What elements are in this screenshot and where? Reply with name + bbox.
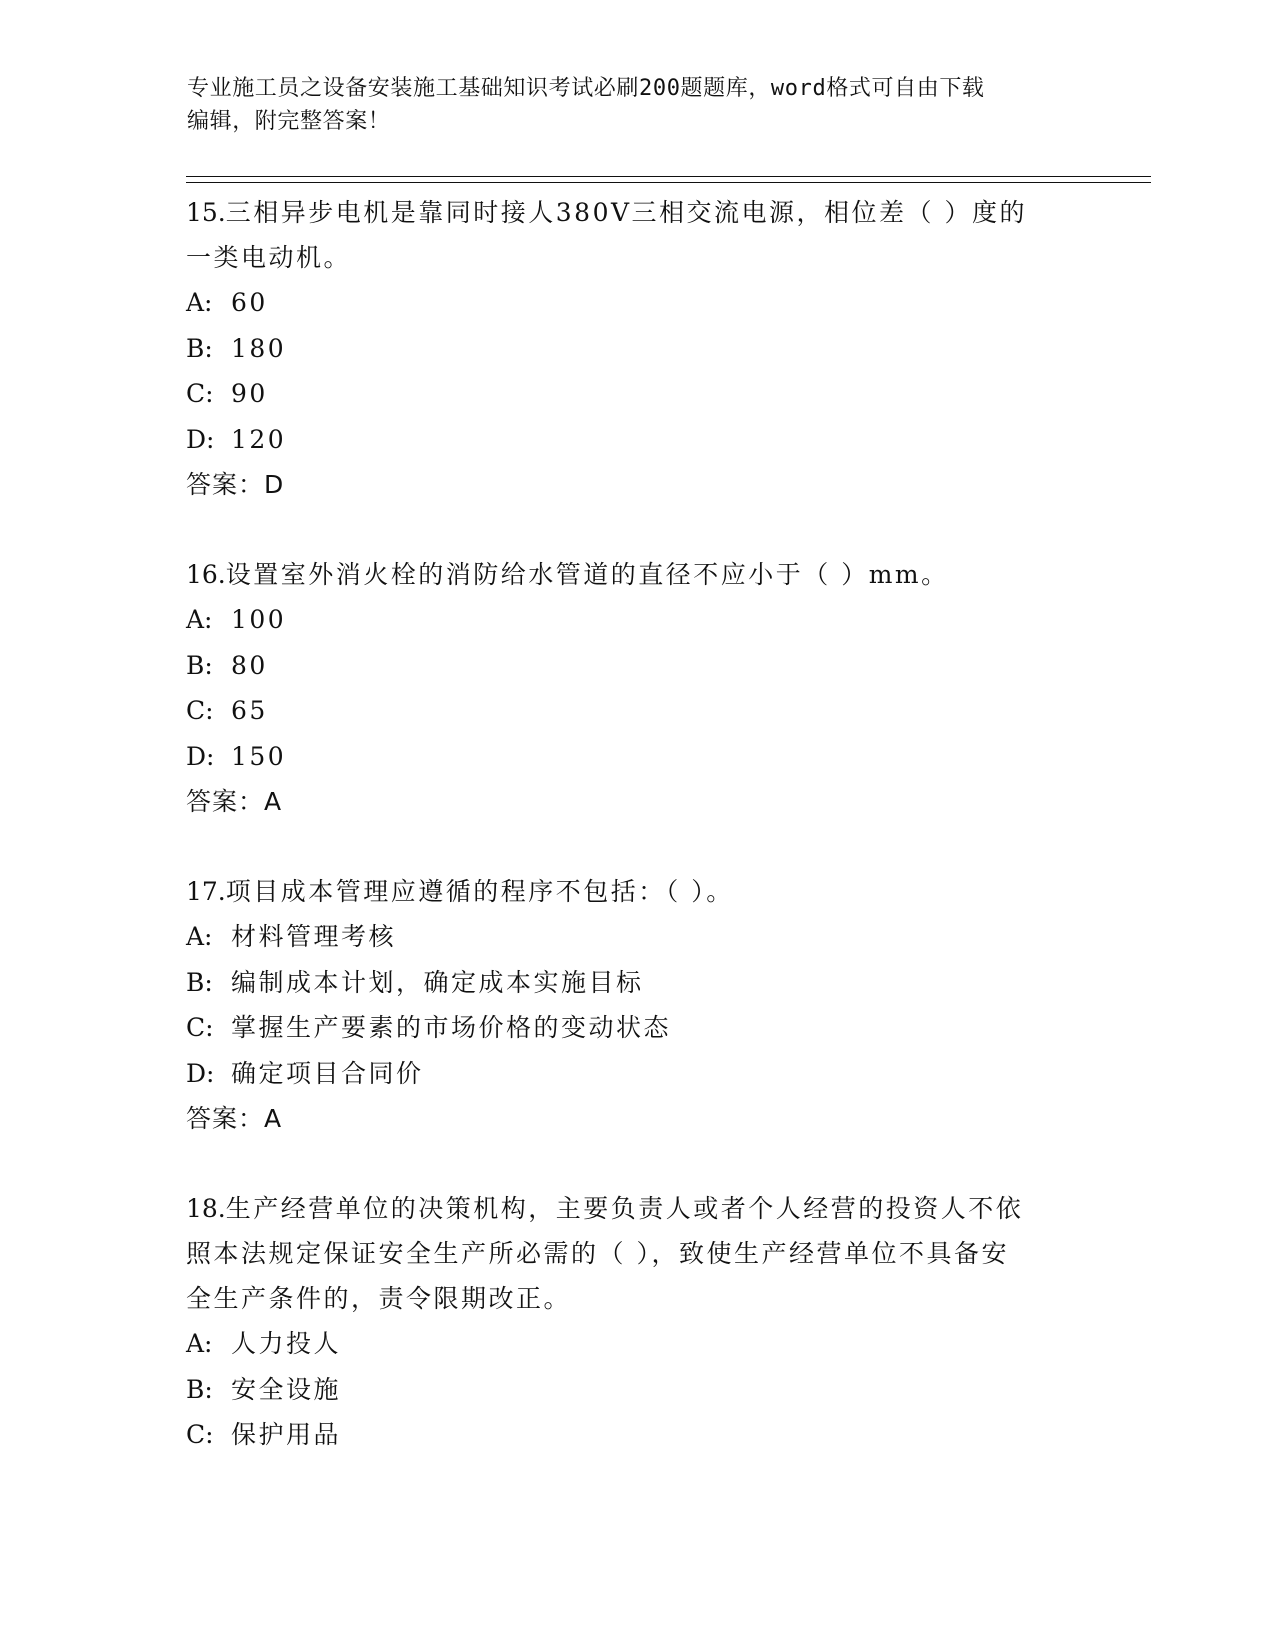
question-line: 一类电动机。 — [186, 243, 352, 272]
question-15 — [186, 190, 1091, 508]
option-letter: B: — [186, 650, 213, 680]
option-text: 编制成本计划，确定成本实施目标 — [231, 967, 644, 997]
answer-line: 答案：A — [186, 1104, 283, 1133]
option-text: 60 — [231, 288, 268, 317]
question-line: 项目成本管理应遵循的程序不包括：（ ）。 — [225, 877, 734, 906]
option-letter: C: — [186, 696, 214, 725]
option-text: 180 — [231, 333, 287, 363]
option-text: 材料管理考核 — [231, 922, 397, 951]
option-text: 80 — [231, 650, 268, 680]
option-a — [186, 597, 1091, 643]
question-16 — [186, 552, 1091, 825]
option-d — [186, 417, 1091, 463]
option-letter: D: — [186, 424, 215, 454]
option-letter: C: — [186, 1013, 214, 1042]
question-number: 16. — [186, 560, 226, 589]
header-line-1: 专业施工员之设备安装施工基础知识考试必刷200题题库，word格式可自由下载 — [187, 76, 985, 101]
option-c — [186, 688, 1091, 734]
question-text — [186, 869, 1091, 914]
header-line-2: 编辑，附完整答案！ — [187, 109, 391, 134]
option-text: 100 — [231, 605, 287, 634]
question-text — [186, 190, 1091, 235]
question-number: 15. — [186, 198, 226, 227]
option-letter: D: — [186, 1058, 215, 1088]
option-text: 安全设施 — [231, 1374, 342, 1404]
answer-line: 答案：D — [186, 470, 285, 499]
option-a — [186, 914, 1091, 960]
question-18 — [186, 1186, 1091, 1458]
question-line: 全生产条件的，责令限期改正。 — [186, 1284, 572, 1313]
question-line: 生产经营单位的决策机构，主要负责人或者个人经营的投资人不依 — [225, 1194, 1024, 1223]
option-text: 人力投人 — [231, 1329, 342, 1358]
question-list — [186, 190, 1091, 1502]
document-header — [187, 72, 1067, 138]
question-17 — [186, 869, 1091, 1142]
option-c — [186, 1412, 1091, 1458]
option-d — [186, 734, 1091, 780]
option-c — [186, 1005, 1091, 1051]
option-letter: B: — [186, 967, 213, 997]
question-number: 18. — [186, 1194, 226, 1223]
answer-line: 答案：A — [186, 787, 283, 816]
question-text — [186, 1186, 1091, 1231]
option-d — [186, 1051, 1091, 1097]
question-line: 照本法规定保证安全生产所必需的（ ），致使生产经营单位不具备安 — [186, 1239, 1009, 1268]
option-letter: C: — [186, 1420, 214, 1449]
option-c — [186, 371, 1091, 417]
question-number: 17. — [186, 877, 226, 906]
option-text: 掌握生产要素的市场价格的变动状态 — [231, 1013, 672, 1042]
option-letter: A: — [186, 1329, 213, 1358]
option-a — [186, 280, 1091, 326]
option-b — [186, 960, 1091, 1006]
header-divider — [186, 182, 1151, 183]
option-a — [186, 1321, 1091, 1367]
option-letter: A: — [186, 922, 213, 951]
question-line: 设置室外消火栓的消防给水管道的直径不应小于（ ）mm。 — [225, 560, 949, 589]
option-letter: A: — [186, 288, 213, 317]
question-line: 三相异步电机是靠同时接人380V三相交流电源，相位差（ ）度的 — [225, 198, 1027, 227]
option-letter: B: — [186, 1374, 213, 1404]
option-text: 65 — [231, 696, 268, 725]
option-letter: C: — [186, 379, 214, 408]
option-letter: A: — [186, 605, 213, 634]
option-text: 150 — [231, 741, 287, 771]
option-b — [186, 643, 1091, 689]
option-text: 120 — [231, 424, 287, 454]
option-letter: B: — [186, 333, 213, 363]
question-text — [186, 552, 1091, 597]
option-b — [186, 1367, 1091, 1413]
option-b — [186, 326, 1091, 372]
option-letter: D: — [186, 741, 215, 771]
option-text: 保护用品 — [231, 1420, 342, 1449]
header-divider — [186, 176, 1151, 177]
option-text: 确定项目合同价 — [231, 1058, 424, 1088]
option-text: 90 — [231, 379, 268, 408]
